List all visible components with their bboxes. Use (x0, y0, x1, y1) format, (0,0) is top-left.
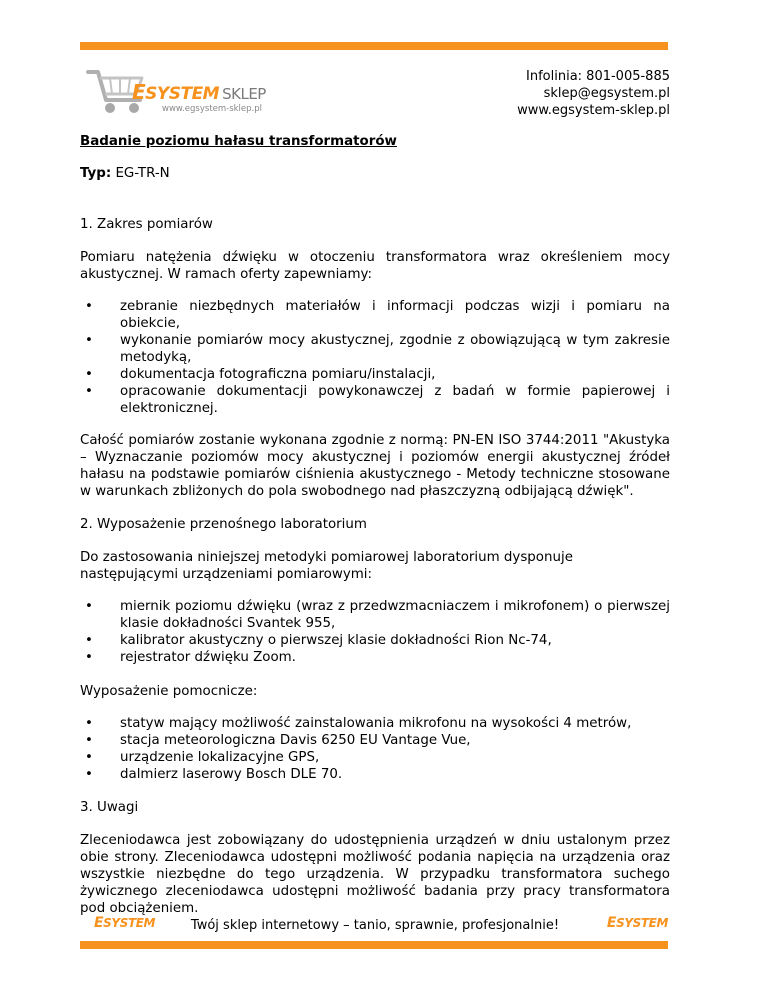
document-body (80, 133, 670, 917)
section-2-intro: Do zastosowania niniejszej metodyki pomiarowej laboratorium dysponuje następującymi urządzeniami pomiarowymi: (80, 550, 573, 582)
list-item: • opracowanie dokumentacji powykonawczej z badań w formie papierowej i elektronicznej. (120, 383, 670, 417)
contact-phone: Infolinia: 801-005-885 (526, 69, 670, 84)
type-label: Typ: (80, 166, 112, 181)
list-item: • urządzenie lokalizacyjne GPS, (120, 749, 670, 766)
logo-url: www.egsystem-sklep.pl (162, 104, 262, 114)
list-item: • statyw mający możliwość zainstalowania mikrofonu na wysokości 4 metrów, (120, 715, 670, 732)
contact-website[interactable]: www.egsystem-sklep.pl (517, 103, 670, 118)
norm-paragraph: Całość pomiarów zostanie wykonana zgodnie z normą: PN-EN ISO 3744:2011 "Akustyka – Wyznaczanie poziomów mocy akustycznej i poziomów energii akustycznej źródeł hałasu na podstawie pomiarów ciśnienia akustycznego - Metody techniczne stosowane w warunkach zbliżonych do pola swobodnego nad płaszczyzną odbijającą dźwięk". (80, 433, 670, 499)
footer-logo-left: ESYSTEM (94, 915, 156, 931)
document-title: Badanie poziomu hałasu transformatorów (80, 134, 397, 149)
footer-accent-bar (80, 941, 668, 949)
section-3-text: Zleceniodawca jest zobowiązany do udostępnienia urządzeń w dniu ustalonym przez obie strony. Zleceniodawca udostępni możliwość podania napięcia na urządzenia oraz wszystkie niezbędne do tego urządzenia. W przypadku transformatora suchego żywicznego zleceniodawca udostępni możliwość badania przy pracy transformatora pod obciążeniem. (80, 833, 670, 916)
footer-slogan: Twój sklep internetowy – tanio, sprawnie, profesjonalnie! (190, 918, 560, 933)
contact-email[interactable]: sklep@egsystem.pl (543, 86, 670, 101)
list-item: • kalibrator akustyczny o pierwszej klasie dokładności Rion Nc-74, (120, 632, 670, 649)
logo-wordmark: ESYSTEM SKLEP (132, 80, 266, 104)
type-line (80, 165, 670, 182)
footer-logo-right: ESYSTEM (606, 915, 668, 931)
list-item: • dalmierz laserowy Bosch DLE 70. (120, 766, 670, 783)
section-2-list (80, 598, 670, 666)
list-item: • miernik poziomu dźwięku (wraz z przedwzmacniaczem i mikrofonem) o pierwszej klasie dokładności Svantek 955, (120, 598, 670, 632)
section-1-intro: Pomiaru natężenia dźwięku w otoczeniu transformatora wraz określeniem mocy akustycznej. W ramach oferty zapewniamy: (80, 250, 670, 282)
contact-block (517, 68, 670, 119)
list-item: • rejestrator dźwięku Zoom. (120, 649, 670, 666)
list-item: • zebranie niezbędnych materiałów i informacji podczas wizji i pomiaru na obiekcie, (120, 298, 670, 332)
list-item: • dokumentacja fotograficzna pomiaru/instalacji, (120, 366, 670, 383)
header-accent-bar (80, 42, 668, 50)
type-value: EG-TR-N (111, 166, 170, 181)
section-2-heading: 2. Wyposażenie przenośnego laboratorium (80, 517, 367, 532)
section-1-heading: 1. Zakres pomiarów (80, 217, 213, 232)
section-3-heading: 3. Uwagi (80, 800, 139, 815)
section-1-list (80, 298, 670, 417)
egsystem-logo[interactable] (86, 66, 286, 118)
list-item: • stacja meteorologiczna Davis 6250 EU Vantage Vue, (120, 732, 670, 749)
footer (80, 915, 670, 939)
auxiliary-equipment-heading: Wyposażenie pomocnicze: (80, 684, 258, 699)
list-item: • wykonanie pomiarów mocy akustycznej, zgodnie z obowiązującą w tym zakresie metodyką, (120, 332, 670, 366)
auxiliary-equipment-list (80, 715, 670, 783)
